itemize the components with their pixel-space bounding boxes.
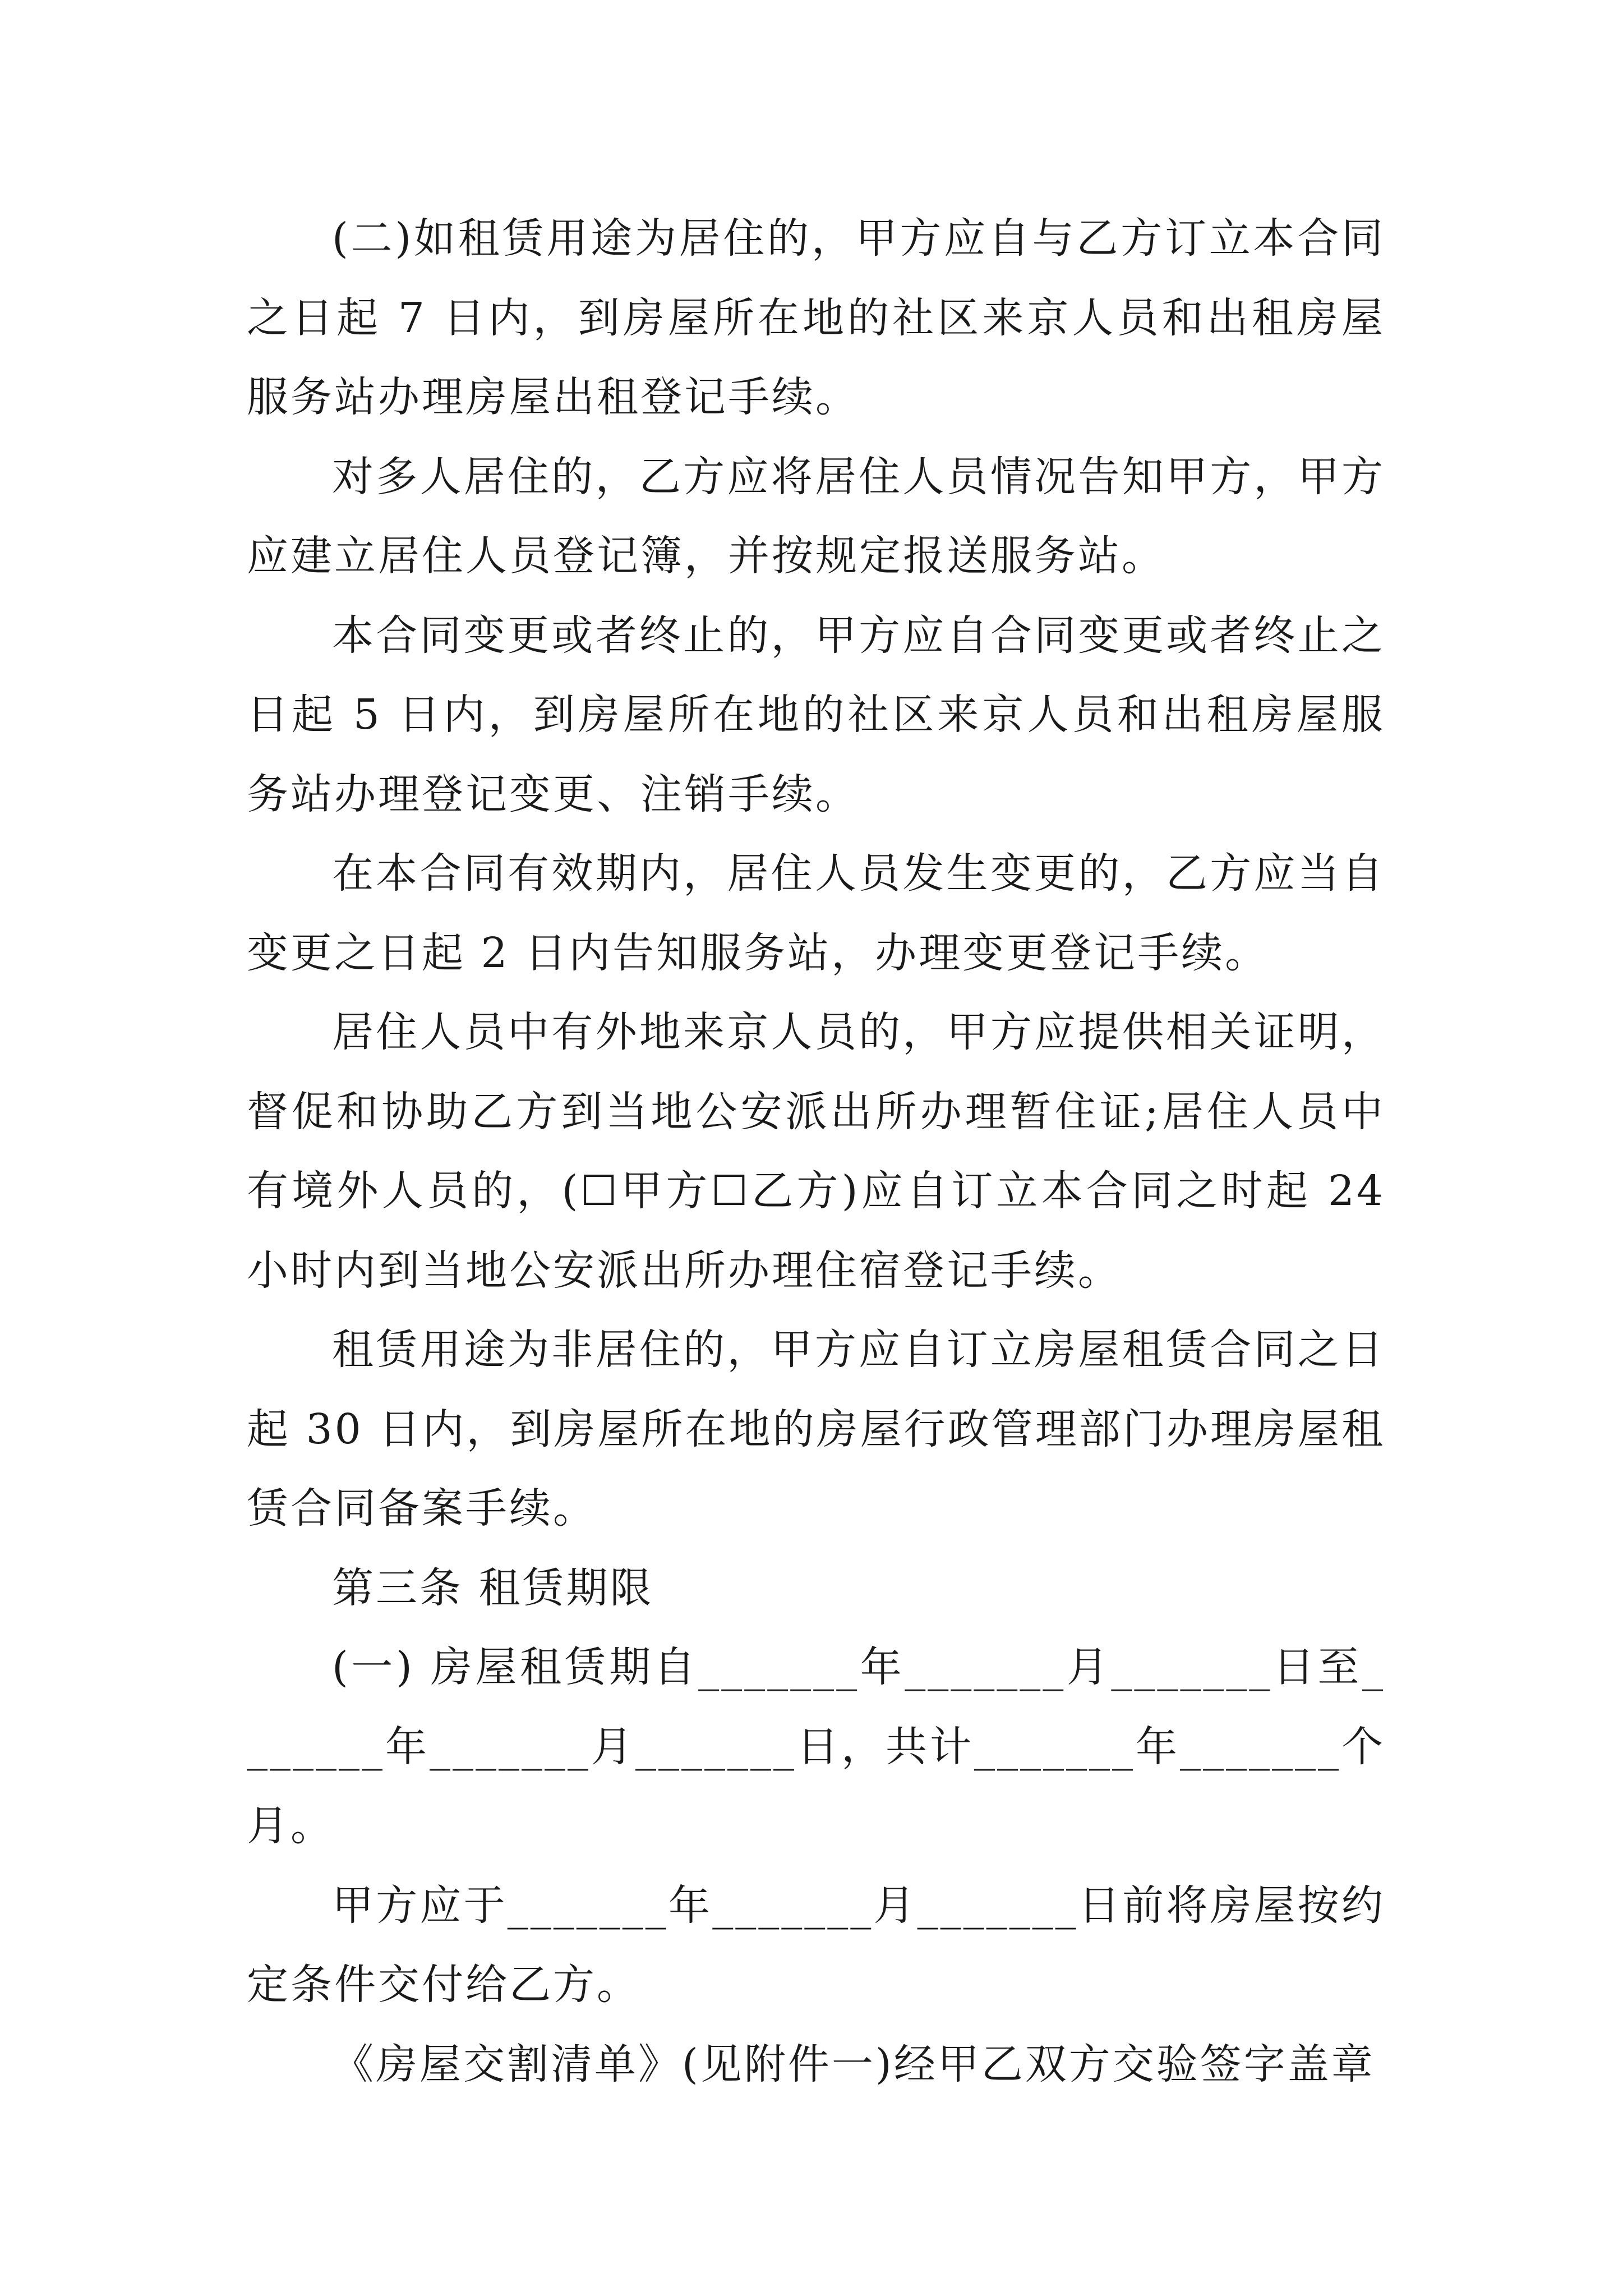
paragraph-non-residential-filing: 租赁用途为非居住的，甲方应自订立房屋租赁合同之日起 30 日内，到房屋所在地的房屋行政管理部门办理房屋租赁合同备案手续。 [247, 1326, 1385, 1533]
paragraph-handover-list: 《房屋交割清单》(见附件一)经甲乙双方交验签字盖章 [332, 2040, 1375, 2088]
paragraph-multiple-residents: 对多人居住的，乙方应将居住人员情况告知甲方，甲方应建立居住人员登记簿，并按规定报送服务站。 [247, 452, 1385, 580]
document-body [247, 199, 1385, 2104]
paragraph-registration-residential: (二)如租赁用途为居住的，甲方应自与乙方订立本合同之日起 7 日内，到房屋所在地的社区来京人员和出租房屋服务站办理房屋出租登记手续。 [247, 214, 1385, 421]
paragraph-contract-change: 本合同变更或者终止的，甲方应自合同变更或者终止之日起 5 日内，到房屋所在地的社区来京人员和出租房屋服务站办理登记变更、注销手续。 [247, 611, 1385, 818]
section-heading-lease-term: 第三条 租赁期限 [332, 1563, 654, 1612]
paragraph-delivery-date: 甲方应于_______年_______月_______日前将房屋按约定条件交付给乙方。 [247, 1881, 1385, 2009]
paragraph-lease-period: (一) 房屋租赁期自_______年_______月_______日至_______年_______月_______日，共计_______年_______个月。 [247, 1643, 1385, 1850]
paragraph-nonlocal-residents: 居住人员中有外地来京人员的，甲方应提供相关证明，督促和协助乙方到当地公安派出所办理暂住证;居住人员中有境外人员的，(☐甲方☐乙方)应自订立本合同之时起 24 小时内到当地公安派出所办理住宿登记手续。 [247, 1008, 1385, 1295]
paragraph-resident-change: 在本合同有效期内，居住人员发生变更的，乙方应当自变更之日起 2 日内告知服务站，办理变更登记手续。 [247, 849, 1385, 977]
